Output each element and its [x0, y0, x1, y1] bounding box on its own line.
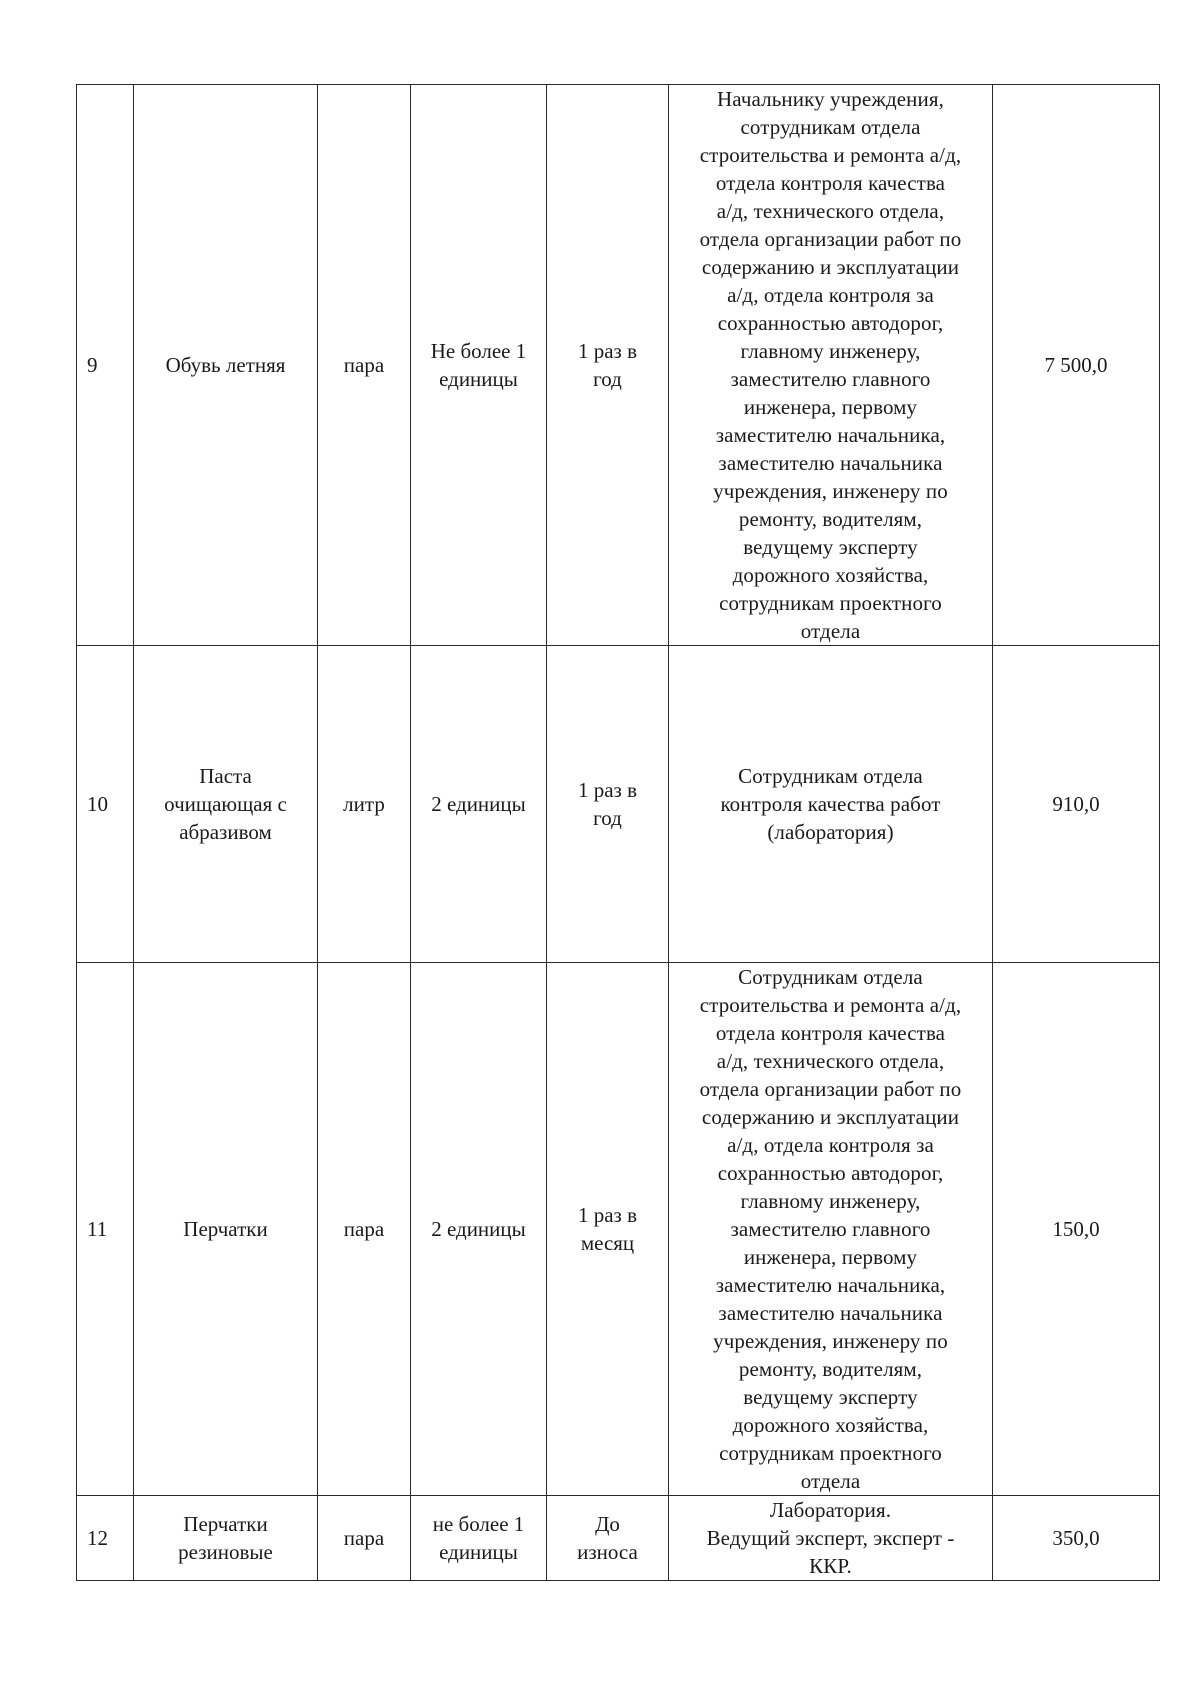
item-quantity: 2 единицы	[411, 963, 547, 1496]
row-number: 9	[77, 85, 134, 646]
item-recipients: Сотрудникам отдела строительства и ремонта а/д, отдела контроля качества а/д, технического отдела, отдела организации работ по содержанию и эксплуатации а/д, отдела контроля за сохранностью автодорог, главному инженеру, заместителю главного инженера, первому заместителю начальника, заместителю начальника учреждения, инженеру по ремонту, водителям, ведущему эксперту дорожного хозяйства, сотрудникам проектного отдела	[669, 963, 993, 1496]
table-row	[77, 1496, 1160, 1581]
table-row	[77, 646, 1160, 963]
item-quantity: не более 1 единицы	[411, 1496, 547, 1581]
item-period: 1 раз в год	[547, 85, 669, 646]
item-price: 910,0	[993, 646, 1160, 963]
item-name: Паста очищающая с абразивом	[134, 646, 318, 963]
row-number: 11	[77, 963, 134, 1496]
row-number: 10	[77, 646, 134, 963]
item-quantity: Не более 1 единицы	[411, 85, 547, 646]
table-row	[77, 963, 1160, 1496]
item-recipients: Сотрудникам отдела контроля качества работ (лаборатория)	[669, 646, 993, 963]
item-quantity: 2 единицы	[411, 646, 547, 963]
item-price: 350,0	[993, 1496, 1160, 1581]
row-number: 12	[77, 1496, 134, 1581]
item-name: Перчатки	[134, 963, 318, 1496]
item-unit: пара	[318, 1496, 411, 1581]
item-period: 1 раз в год	[547, 646, 669, 963]
item-period: До износа	[547, 1496, 669, 1581]
items-table	[76, 84, 1160, 1581]
item-recipients: Лаборатория. Ведущий эксперт, эксперт - ККР.	[669, 1496, 993, 1581]
item-unit: пара	[318, 963, 411, 1496]
item-unit: пара	[318, 85, 411, 646]
table-row	[77, 85, 1160, 646]
item-recipients: Начальнику учреждения, сотрудникам отдела строительства и ремонта а/д, отдела контроля качества а/д, технического отдела, отдела организации работ по содержанию и эксплуатации а/д, отдела контроля за сохранностью автодорог, главному инженеру, заместителю главного инженера, первому заместителю начальника, заместителю начальника учреждения, инженеру по ремонту, водителям, ведущему эксперту дорожного хозяйства, сотрудникам проектного отдела	[669, 85, 993, 646]
item-name: Перчатки резиновые	[134, 1496, 318, 1581]
item-name: Обувь летняя	[134, 85, 318, 646]
item-unit: литр	[318, 646, 411, 963]
item-price: 150,0	[993, 963, 1160, 1496]
item-period: 1 раз в месяц	[547, 963, 669, 1496]
item-price: 7 500,0	[993, 85, 1160, 646]
